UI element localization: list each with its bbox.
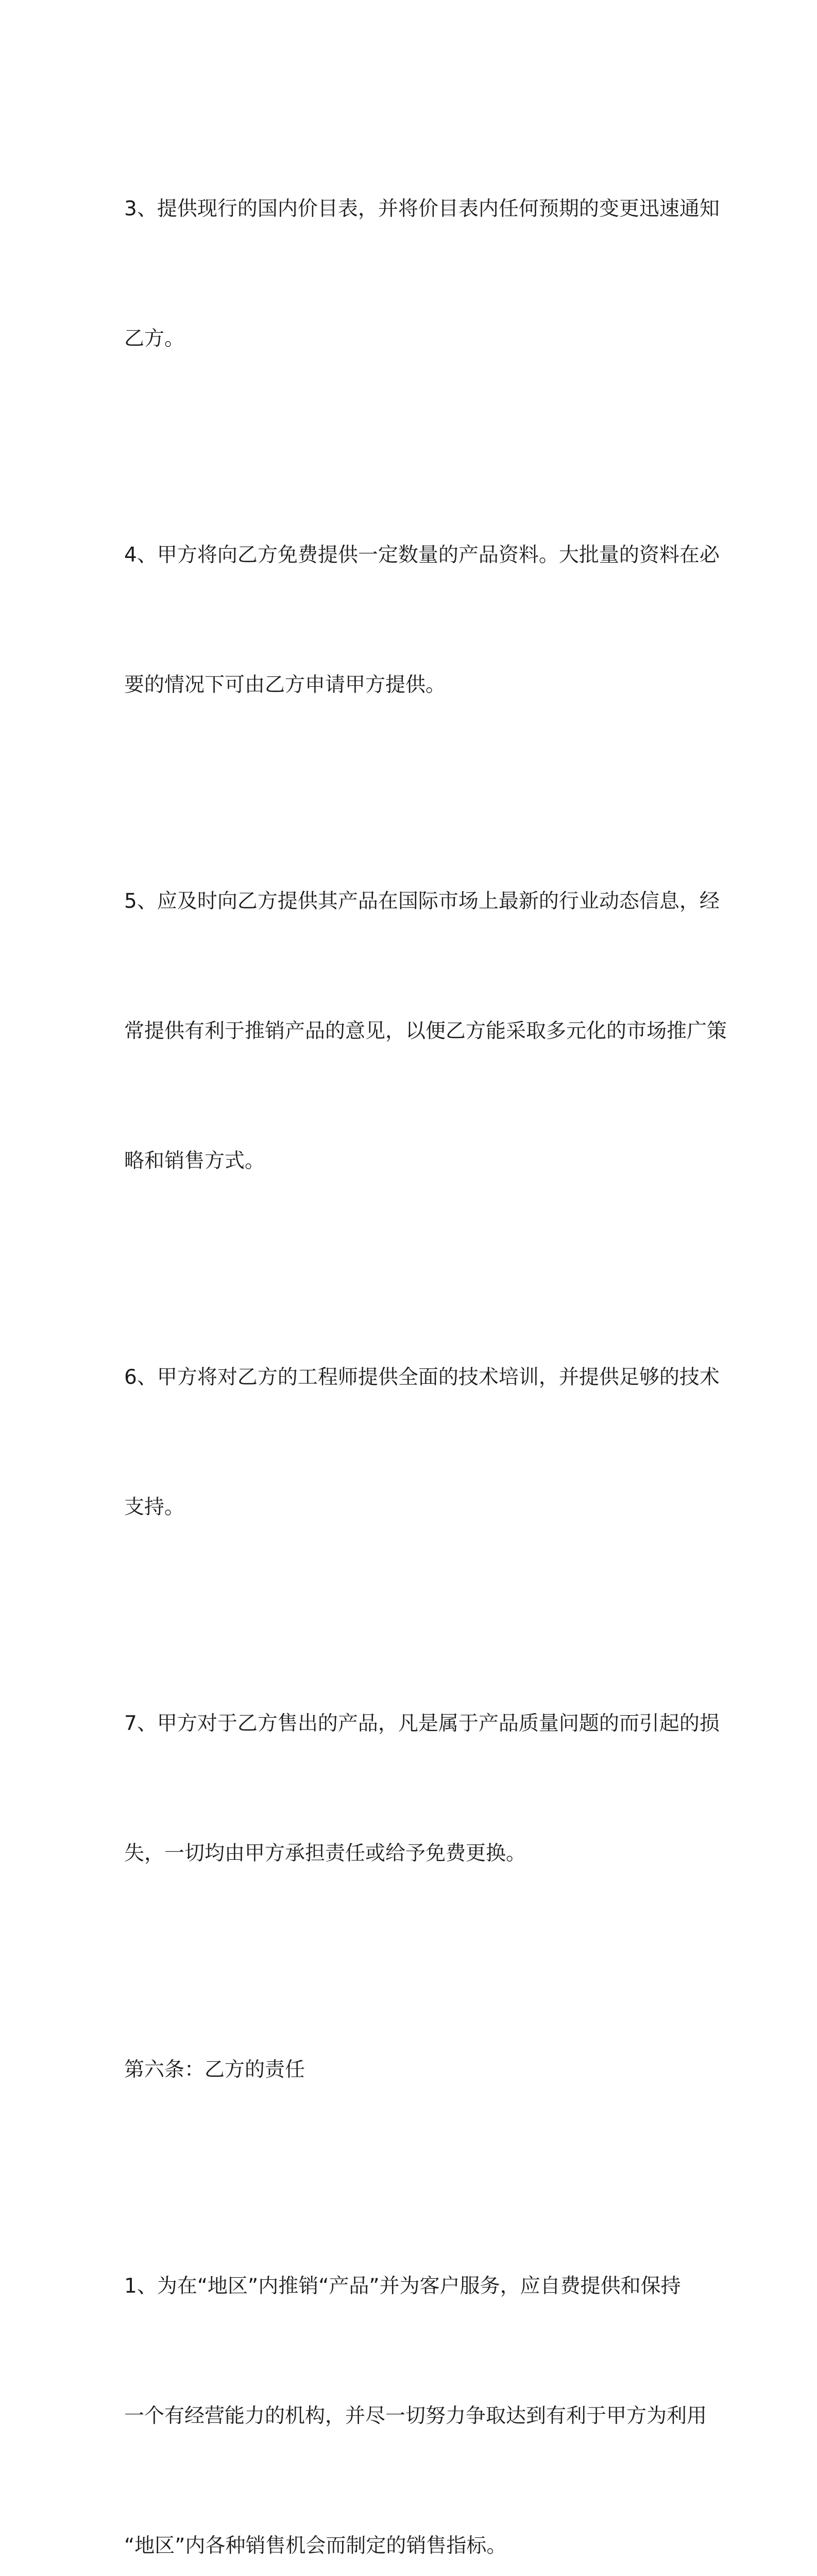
text-line: 支持。 xyxy=(124,1496,185,1519)
paragraph-item-5-a xyxy=(124,793,727,1269)
text-line: 4、甲方将向乙方免费提供一定数量的产品资料。大批量的资料在必 xyxy=(124,544,720,567)
text-line: “地区”内各种销售机会而制定的销售指标。 xyxy=(124,2534,507,2557)
text-line: 6、甲方将对乙方的工程师提供全面的技术培训，并提供足够的技术 xyxy=(124,1366,720,1389)
paragraph-item-3-a xyxy=(124,101,720,447)
text-line: 1、为在“地区”内推销“产品”并为客户服务，应自费提供和保持 xyxy=(124,2275,681,2298)
document-body xyxy=(124,101,727,2576)
text-line: 常提供有利于推销产品的意见，以便乙方能采取多元化的市场推广策 xyxy=(124,1020,727,1043)
heading-line: 第六条：乙方的责任 xyxy=(124,2058,305,2081)
text-line: 一个有经营能力的机构，并尽一切努力争取达到有利于甲方为利用 xyxy=(124,2404,707,2428)
paragraph-item-4-a xyxy=(124,447,720,793)
paragraph-item-7-a xyxy=(124,1616,720,1962)
text-line: 乙方。 xyxy=(124,327,185,350)
text-line: 略和销售方式。 xyxy=(124,1149,265,1173)
text-line: 7、甲方对于乙方售出的产品，凡是属于产品质量问题的而引起的损 xyxy=(124,1712,720,1735)
paragraph-item-6-a xyxy=(124,1269,720,1616)
text-line: 失，一切均由甲方承担责任或给予免费更换。 xyxy=(124,1842,526,1865)
paragraph-item-1-b xyxy=(124,2178,707,2576)
text-line: 5、应及时向乙方提供其产品在国际市场上最新的行业动态信息，经 xyxy=(124,890,720,913)
text-line: 3、提供现行的国内价目表，并将价目表内任何预期的变更迅速通知 xyxy=(124,197,720,221)
text-line: 要的情况下可由乙方申请甲方提供。 xyxy=(124,673,446,697)
article-heading xyxy=(124,1962,697,2178)
